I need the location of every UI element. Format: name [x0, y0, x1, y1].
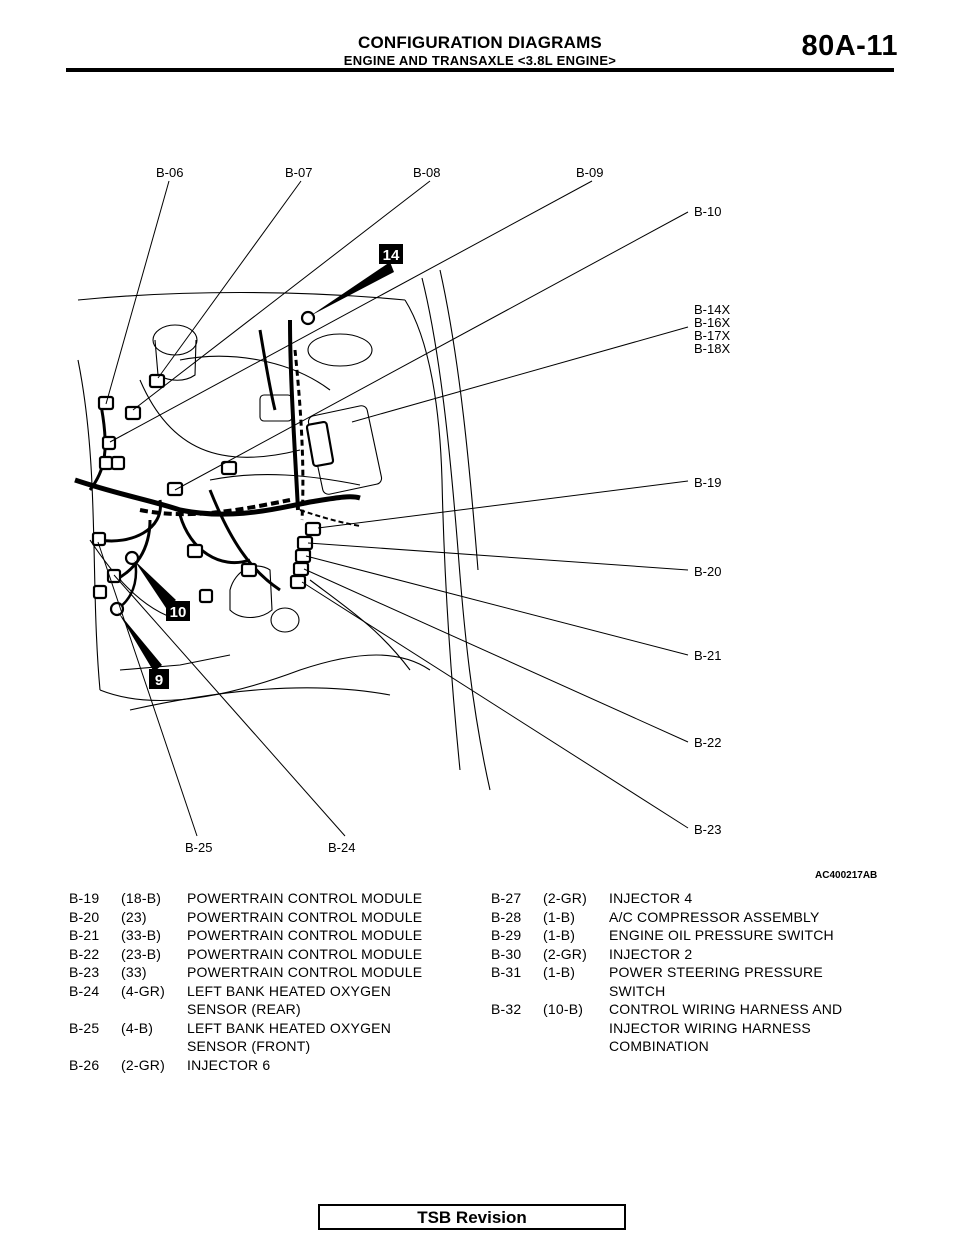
legend-code: B-28 [491, 908, 522, 925]
legend-spec: (4-B) [121, 1019, 154, 1036]
connector-harness-a [168, 483, 182, 495]
callout-b17x: B-17X [694, 328, 731, 343]
legend-code: B-31 [491, 964, 522, 980]
callout-b24: B-24 [328, 840, 356, 855]
page-number: 80A-11 [801, 30, 898, 62]
legend-code: B-29 [491, 927, 522, 943]
callout-b09: B-09 [576, 165, 604, 180]
legend-spec: (2-GR) [543, 945, 587, 962]
legend-spec: (33-B) [121, 927, 162, 943]
callout-b19: B-19 [694, 475, 722, 490]
badge-14-label: 14 [382, 247, 400, 264]
callout-b16x: B-16X [694, 315, 731, 330]
legend-row [491, 908, 879, 927]
legend-desc: INJECTOR 2 [609, 945, 693, 962]
legend-spec: (18-B) [121, 890, 162, 906]
connector-b19 [306, 523, 320, 535]
badge-wedges [118, 262, 394, 672]
legend-spec: (1-B) [543, 927, 576, 943]
legend-row [69, 963, 449, 982]
legend-row [491, 926, 879, 945]
legend-spec: (10-B) [543, 1001, 584, 1017]
legend-code: B-32 [491, 1001, 522, 1017]
legend-code: B-25 [69, 1019, 100, 1036]
legend-desc: POWERTRAIN CONTROL MODULE [187, 945, 423, 962]
legend-desc: POWERTRAIN CONTROL MODULE [187, 908, 423, 925]
ground-point-9 [111, 603, 123, 615]
legend-row [491, 945, 879, 964]
legend-code: B-27 [491, 890, 522, 906]
ground-point-14 [302, 312, 314, 324]
badge-9-label: 9 [154, 672, 164, 689]
callout-b21: B-21 [694, 648, 722, 663]
leader-lines [98, 181, 688, 836]
legend-desc: ENGINE OIL PRESSURE SWITCH [609, 927, 834, 943]
legend-desc: POWER STEERING PRESSURE SWITCH [609, 964, 823, 999]
legend-desc: INJECTOR 4 [609, 890, 693, 906]
legend-desc: A/C COMPRESSOR ASSEMBLY [609, 908, 820, 925]
legend-desc: LEFT BANK HEATED OXYGEN SENSOR (FRONT) [187, 1019, 392, 1054]
legend-spec: (2-GR) [121, 1056, 165, 1073]
legend-row [69, 926, 449, 945]
callout-b23: B-23 [694, 822, 722, 837]
legend-row [491, 963, 879, 1000]
legend-desc: CONTROL WIRING HARNESS AND INJECTOR WIRING HARNESS COMBINATION [609, 1001, 843, 1054]
connector-b10b [112, 457, 124, 469]
legend-code: B-26 [69, 1056, 100, 1073]
connector-b09 [103, 437, 115, 449]
legend-code: B-22 [69, 945, 100, 962]
callout-b10: B-10 [694, 204, 722, 219]
legend-code: B-21 [69, 927, 100, 943]
callout-b06: B-06 [156, 165, 184, 180]
legend-desc: INJECTOR 6 [187, 1056, 271, 1073]
legend-spec: (23) [121, 908, 147, 925]
legend-row [69, 982, 449, 1019]
legend-row [491, 889, 879, 908]
legend-spec: (1-B) [543, 964, 576, 980]
callout-b20: B-20 [694, 564, 722, 579]
connector-b14x [307, 422, 334, 467]
callout-labels [156, 165, 877, 881]
legend-desc: POWERTRAIN CONTROL MODULE [187, 927, 423, 943]
badge-wedge-10 [134, 560, 176, 608]
page-title: CONFIGURATION DIAGRAMS [358, 33, 602, 52]
connector-legend-left [69, 889, 449, 1074]
page-subtitle: ENGINE AND TRANSAXLE <3.8L ENGINE> [343, 53, 617, 68]
callout-b07: B-07 [285, 165, 313, 180]
legend-spec: (2-GR) [543, 890, 587, 906]
legend-code: B-24 [69, 982, 100, 999]
legend-code: B-20 [69, 908, 100, 925]
legend-code: B-30 [491, 945, 522, 962]
callout-b22: B-22 [694, 735, 722, 750]
connector-b26 [94, 586, 106, 598]
connector-b10 [100, 457, 112, 469]
badge-wedge-9 [118, 612, 162, 672]
connector-b27 [200, 590, 212, 602]
connector-harness-c [188, 545, 202, 557]
legend-spec: (23-B) [121, 945, 162, 962]
connector-b24 [93, 533, 105, 545]
legend-code: B-23 [69, 964, 100, 980]
legend-spec: (33) [121, 964, 147, 980]
callout-b14x: B-14X [694, 302, 731, 317]
legend-row [69, 1056, 449, 1075]
badge-wedge-14 [310, 262, 394, 316]
connector-harness-d [242, 564, 256, 576]
connector-b08 [126, 407, 140, 419]
connector-legend-right [491, 889, 879, 1056]
legend-row [69, 889, 449, 908]
callout-b25: B-25 [185, 840, 213, 855]
legend-row [491, 1000, 879, 1056]
legend-desc: POWERTRAIN CONTROL MODULE [187, 964, 423, 980]
legend-spec: (1-B) [543, 908, 576, 925]
legend-row [69, 945, 449, 964]
connector-b06 [150, 375, 164, 387]
badge-10-label: 10 [169, 604, 187, 621]
legend-spec: (4-GR) [121, 982, 165, 999]
legend-row [69, 1019, 449, 1056]
connector-b22 [294, 563, 308, 575]
legend-desc: POWERTRAIN CONTROL MODULE [187, 890, 423, 906]
tsb-revision-box: TSB Revision [318, 1204, 626, 1230]
legend-row [69, 908, 449, 927]
legend-desc: LEFT BANK HEATED OXYGEN SENSOR (REAR) [187, 982, 392, 1017]
figure-id: AC400217AB [815, 870, 878, 881]
header-rule [66, 68, 894, 72]
callout-b08: B-08 [413, 165, 441, 180]
engine-connector-diagram [60, 150, 900, 890]
legend-code: B-19 [69, 890, 100, 906]
callout-b18x: B-18X [694, 341, 731, 356]
